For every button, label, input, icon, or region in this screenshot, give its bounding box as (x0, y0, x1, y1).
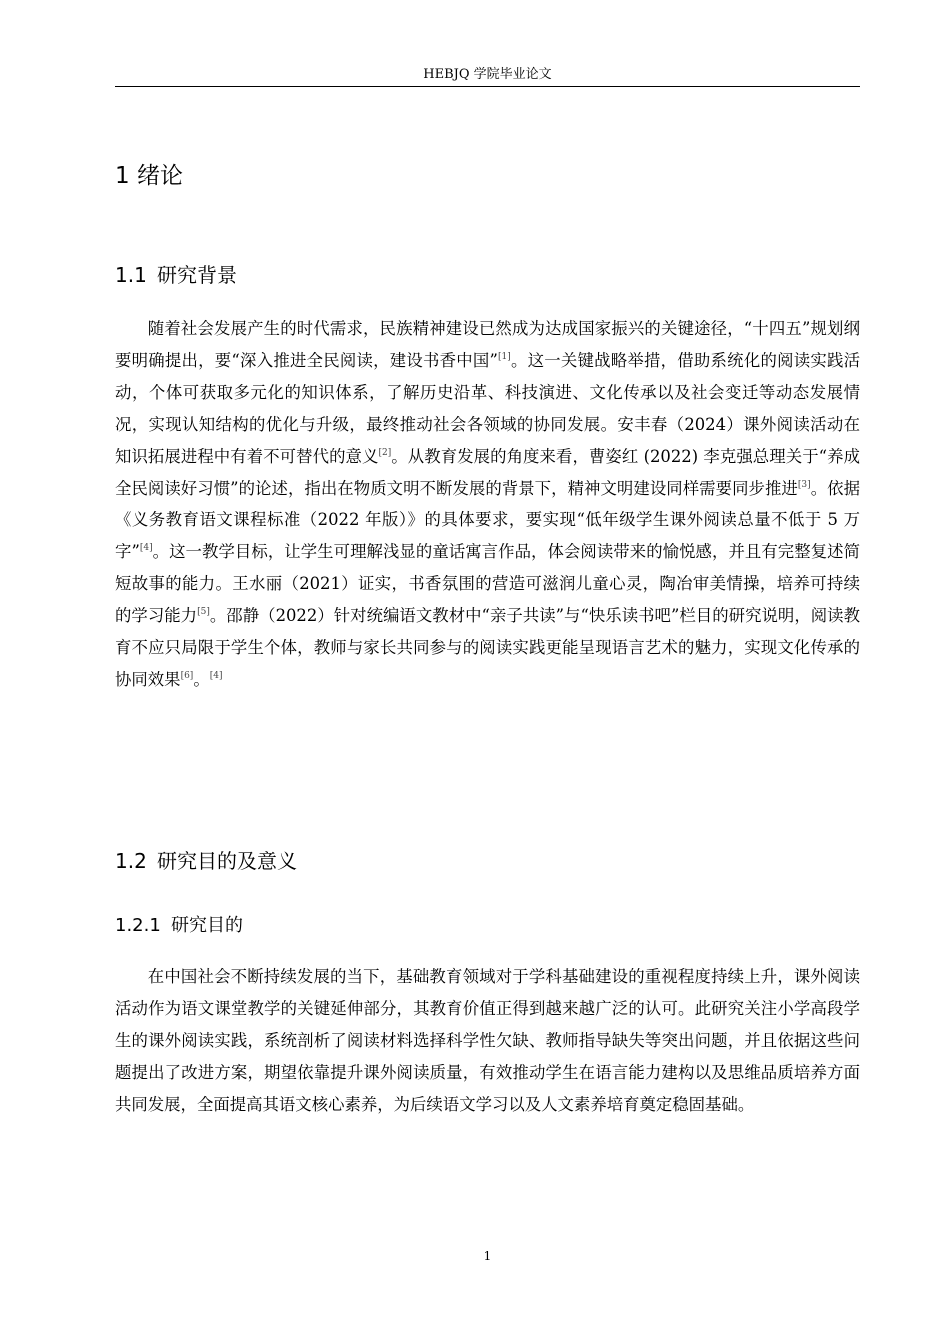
paragraph-text: 。依据《义务教育语文课程标准（2022 年版）》的具体要求，要实现“低年级学生课外阅读总量不低于 5 万字” (115, 478, 860, 562)
citation-ref-2[interactable]: [2] (378, 447, 392, 458)
running-header: HEBJQ 学院毕业论文 (423, 67, 552, 82)
section-title: 研究背景 (157, 263, 237, 287)
citation-ref-5[interactable]: [5] (197, 607, 210, 618)
paragraph-text: 。从教育发展的角度来看，曹姿红 (2022) 李克强总理关于“养成全民阅读好习惯”的论述，指出在物质文明不断发展的背景下，精神文明建设同样需要同步推进 (115, 446, 860, 498)
citation-ref-4-repeat[interactable]: [4] (209, 670, 223, 681)
subsection-title: 研究目的 (171, 915, 243, 936)
paragraph-text: 。这一教学目标，让学生可理解浅显的童话寓言作品，体会阅读带来的愉悦感，并且有完整复述简短故事的能力。王水丽（2021）证实，书香氛围的营造可滋润儿童心灵，陶冶审美情操，培养可持续的学习能力 (115, 542, 860, 626)
citation-ref-4[interactable]: [4] (139, 543, 153, 554)
body-paragraph-background (115, 313, 860, 696)
paragraph-text: 随着社会发展产生的时代需求，民族精神建设已然成为达成国家振兴的关键途径，“十四五”规划纲要明确提出，要“深入推进全民阅读，建设书香中国” (115, 319, 860, 370)
citation-ref-1[interactable]: [1] (497, 351, 511, 362)
section-heading-1-1 (115, 260, 237, 290)
subsection-number: 1.2.1 (115, 915, 161, 936)
section-heading-1-2 (115, 846, 297, 876)
paragraph-text: 。这一关键战略举措，借助系统化的阅读实践活动，个体可获取多元化的知识体系，了解历史沿革、科技演进、文化传承以及社会变迁等动态发展情况，实现认知结构的优化与升级，最终推动社会各领域的协同发展。安丰春（2024）课外阅读活动在知识拓展进程中有着不可替代的意义 (115, 350, 861, 466)
citation-ref-3[interactable]: [3] (797, 479, 811, 490)
paragraph-text: 。 (193, 669, 210, 689)
subsection-heading-1-2-1 (115, 912, 243, 940)
section-title: 研究目的及意义 (157, 849, 297, 873)
citation-ref-6[interactable]: [6] (180, 670, 194, 681)
body-paragraph-purpose: 在中国社会不断持续发展的当下，基础教育领域对于学科基础建设的重视程度持续上升，课外阅读活动作为语文课堂教学的关键延伸部分，其教育价值正得到越来越广泛的认可。此研究关注小学高段学生的课外阅读实践，系统剖析了阅读材料选择科学性欠缺、教师指导缺失等突出问题，并且依据这些问题提出了改进方案，期望依靠提升课外阅读质量，有效推动学生在语言能力建构以及思维品质培养方面共同发展，全面提高其语文核心素养，为后续语文学习以及人文素养培育奠定稳固基础。 (115, 967, 860, 1114)
header-divider (115, 86, 860, 87)
section-number: 1.2 (115, 849, 147, 873)
paragraph-text: 。邵静（2022）针对统编语文教材中“亲子共读”与“快乐读书吧”栏目的研究说明，阅读教育不应只局限于学生个体，教师与家长共同参与的阅读实践更能呈现语言艺术的魅力，实现文化传承的协同效果 (115, 606, 860, 689)
page-number: 1 (483, 1249, 492, 1263)
chapter-title: 1 绪论 (115, 163, 183, 189)
section-number: 1.1 (115, 263, 147, 287)
